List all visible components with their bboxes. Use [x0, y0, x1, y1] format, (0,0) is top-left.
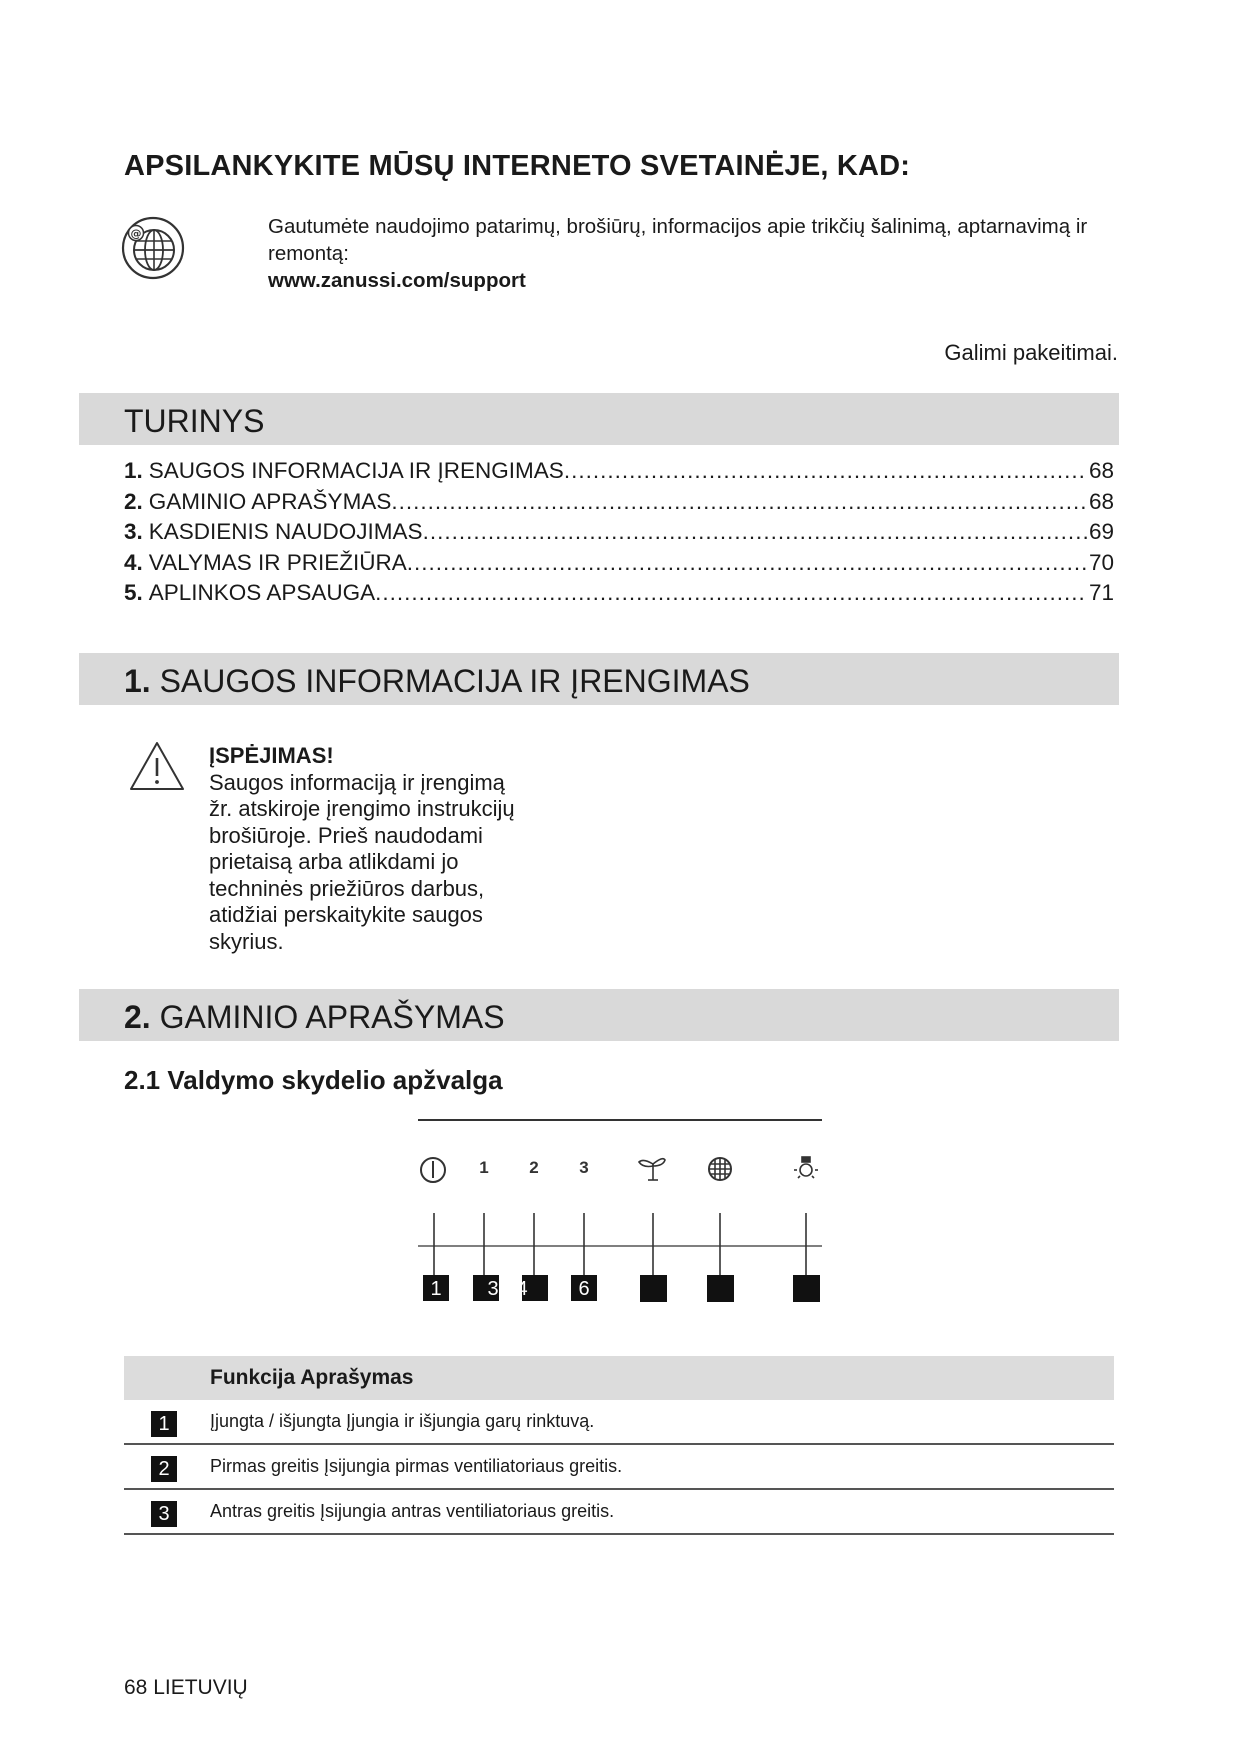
- fan-boost-icon: [639, 1159, 665, 1180]
- intro-text: Gautumėte naudojimo patarimų, brošiūrų, informacijos apie trikčių šalinimą, aptarnavimą ir remontą:: [268, 215, 1088, 265]
- toc-item-page: 68: [1088, 458, 1114, 483]
- speed-3-label: 3: [579, 1158, 589, 1177]
- toc-item-label: KASDIENIS NAUDOJIMAS: [148, 519, 423, 544]
- warning-line: žr. atskiroje įrengimo instrukcijų: [209, 796, 515, 821]
- marker-2: [473, 1275, 499, 1301]
- warning-line: Saugos informaciją ir įrengimą: [209, 769, 505, 795]
- changes-note: Galimi pakeitimai.: [944, 340, 1118, 365]
- marker-label: 1: [430, 1278, 442, 1300]
- row-badge: 1: [151, 1411, 177, 1437]
- toc-item[interactable]: [124, 580, 1114, 611]
- table-header: [124, 1356, 1114, 1400]
- function-table: [124, 1356, 1114, 1535]
- row-description: Antras greitis Įsijungia antras ventiliatoriaus greitis.: [210, 1501, 615, 1521]
- section1-heading: SAUGOS INFORMACIJA IR ĮRENGIMAS: [159, 663, 750, 699]
- page-footer: 68 LIETUVIŲ: [124, 1676, 248, 1699]
- marker-8: [707, 1275, 734, 1302]
- toc-item-number: 2.: [124, 488, 143, 514]
- svg-text:@: @: [130, 227, 142, 240]
- section2-heading: GAMINIO APRAŠYMAS: [159, 999, 505, 1035]
- toc-item-label: APLINKOS APSAUGA: [148, 580, 376, 605]
- control-panel-diagram: [410, 1108, 830, 1308]
- table-row: [124, 1445, 1114, 1490]
- power-icon: [421, 1158, 445, 1182]
- table-row: [124, 1490, 1114, 1535]
- toc-item[interactable]: [124, 550, 1114, 581]
- toc-title: TURINYS: [124, 403, 265, 439]
- subsection-title: 2.1 Valdymo skydelio apžvalga: [124, 1065, 503, 1095]
- toc-item[interactable]: [124, 519, 1114, 550]
- toc-item[interactable]: [124, 458, 1114, 489]
- page-heading: APSILANKYKITE MŪSŲ INTERNETO SVETAINĖJE, KAD:: [124, 150, 911, 182]
- warning-line: prietaisą arba atlikdami jo: [209, 849, 459, 874]
- toc-leader: [375, 580, 1087, 606]
- marker-label: 6: [578, 1278, 590, 1300]
- warning-icon: [128, 740, 186, 792]
- section2-title: [124, 999, 505, 1036]
- section1-number: 1.: [124, 663, 151, 699]
- intro-block: [268, 213, 1088, 294]
- toc-item-number: 3.: [124, 519, 143, 544]
- toc-item-label: VALYMAS IR PRIEŽIŪRA: [148, 549, 407, 575]
- toc-item-page: 69: [1088, 519, 1114, 544]
- marker-9: [793, 1275, 820, 1302]
- warning-line: skyrius.: [209, 928, 284, 954]
- toc-item-label: SAUGOS INFORMACIJA IR ĮRENGIMAS: [148, 458, 564, 483]
- toc-item-number: 5.: [124, 580, 143, 605]
- marker-label: 3: [487, 1278, 499, 1300]
- marker-1: [423, 1275, 449, 1301]
- toc-leader: [391, 489, 1087, 515]
- table-header-label: Funkcija Aprašymas: [210, 1366, 414, 1389]
- toc-item[interactable]: [124, 489, 1114, 520]
- filter-icon: [709, 1158, 731, 1180]
- toc-item-label: GAMINIO APRAŠYMAS: [148, 488, 392, 514]
- toc-item-page: 70: [1088, 549, 1114, 575]
- marker-label: 4: [516, 1278, 528, 1300]
- globe-icon: [120, 215, 186, 281]
- support-link[interactable]: www.zanussi.com/support: [268, 269, 526, 292]
- warning-line: brošiūroje. Prieš naudodami: [209, 822, 483, 848]
- marker-3: [516, 1275, 548, 1301]
- row-description: Pirmas greitis Įsijungia pirmas ventiliatoriaus greitis.: [210, 1456, 623, 1476]
- speed-1-label: 1: [479, 1158, 489, 1177]
- light-icon: [794, 1157, 818, 1178]
- warning-line: atidžiai perskaitykite saugos: [209, 902, 483, 927]
- row-badge: 2: [151, 1456, 177, 1482]
- warning-line: techninės priežiūros darbus,: [209, 875, 485, 901]
- toc-item-number: 4.: [124, 549, 143, 575]
- toc-leader: [564, 458, 1087, 484]
- section2-number: 2.: [124, 999, 151, 1035]
- section1-title: [124, 663, 750, 700]
- warning-block: [209, 743, 589, 955]
- table-row: [124, 1400, 1114, 1445]
- marker-7: [640, 1275, 667, 1302]
- row-badge: 3: [151, 1501, 177, 1527]
- marker-6: [571, 1275, 597, 1301]
- toc-leader: [423, 519, 1087, 545]
- speed-2-label: 2: [529, 1158, 539, 1177]
- toc-item-page: 71: [1088, 580, 1114, 605]
- row-description: Įjungta / išjungta Įjungia ir išjungia garų rinktuvą.: [210, 1411, 595, 1431]
- warning-title: ĮSPĖJIMAS!: [209, 743, 334, 768]
- toc-item-number: 1.: [124, 458, 143, 483]
- table-of-contents: [124, 458, 1114, 611]
- toc-leader: [407, 550, 1087, 576]
- toc-item-page: 68: [1088, 488, 1114, 514]
